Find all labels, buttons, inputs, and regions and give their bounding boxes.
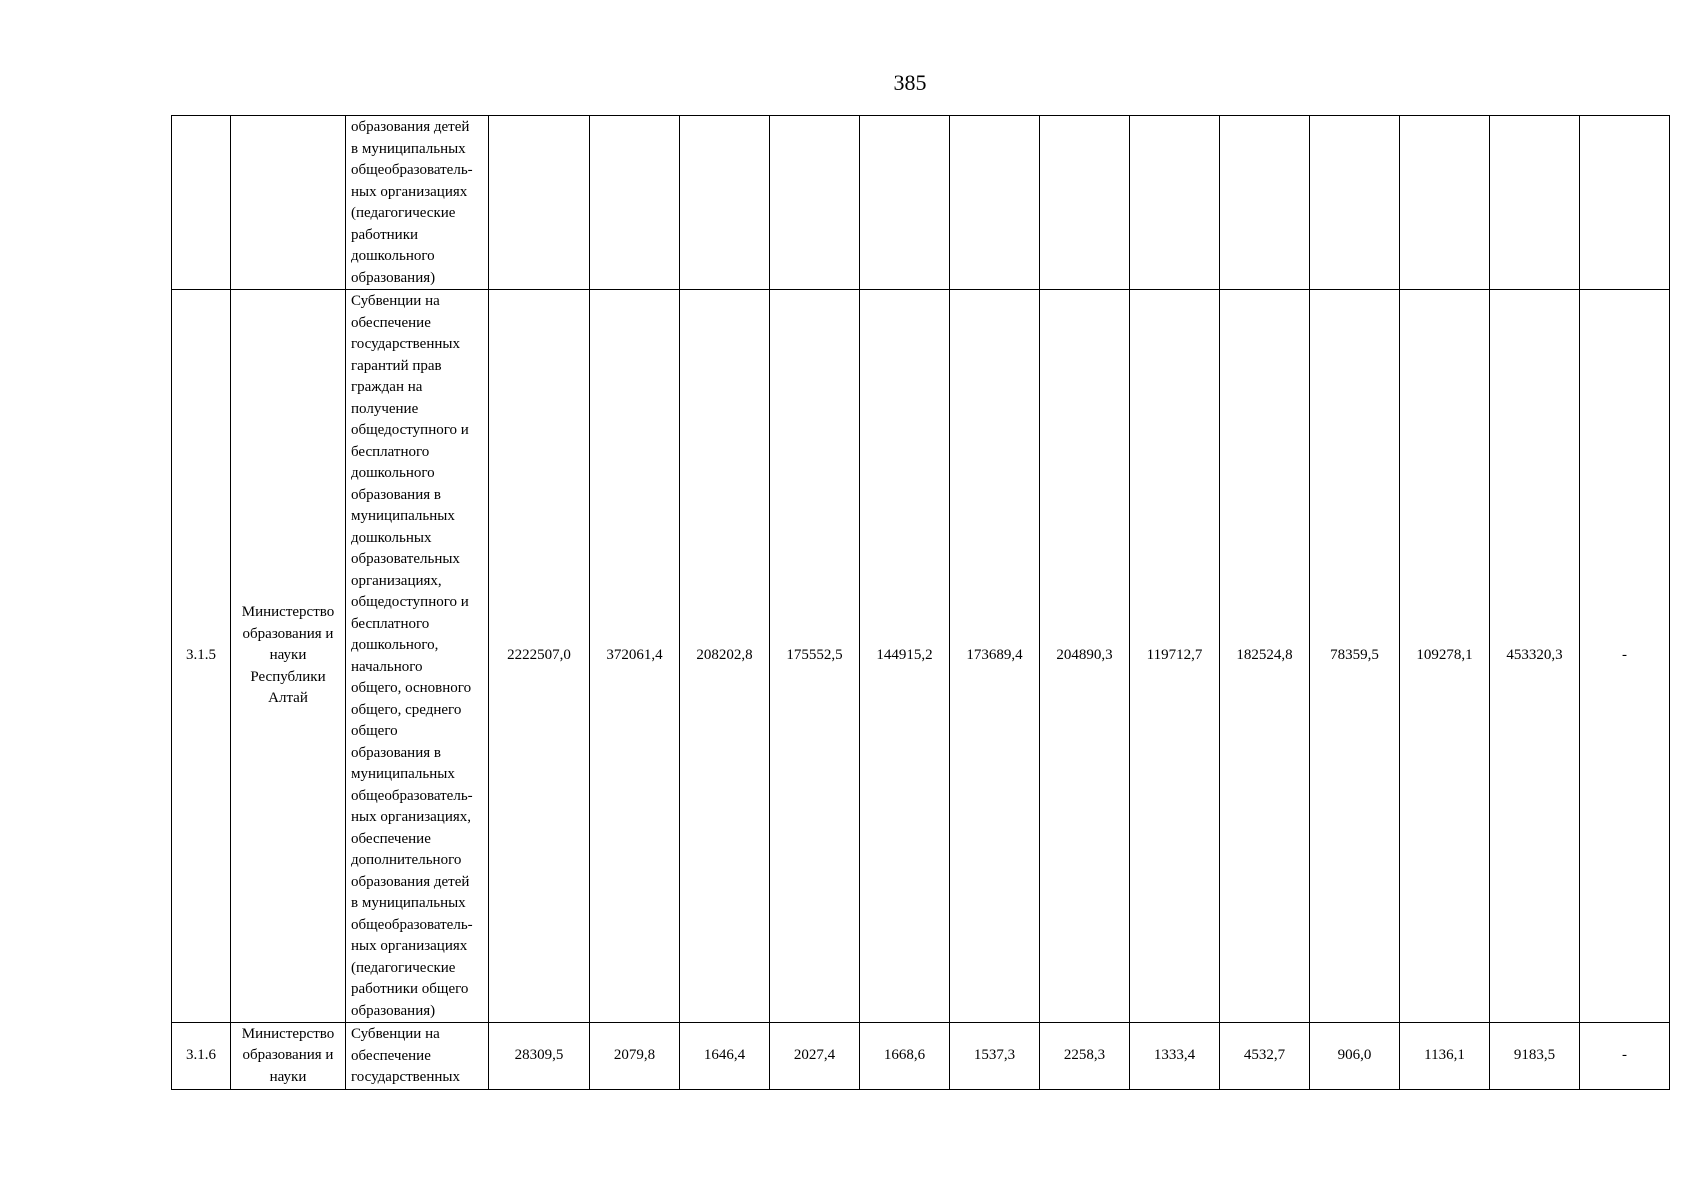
value-cell: 208202,8 (680, 290, 770, 1023)
value-cell: 453320,3 (1490, 290, 1580, 1023)
description-cell: Субвенции на обеспечение государственных (346, 1023, 489, 1090)
organization-cell: Министерство образования и науки Республики Алтай (231, 290, 346, 1023)
value-cell: 144915,2 (860, 290, 950, 1023)
value-cell: 173689,4 (950, 290, 1040, 1023)
value-cell: 28309,5 (489, 1023, 590, 1090)
value-cell: 9183,5 (1490, 1023, 1580, 1090)
value-cell (489, 116, 590, 290)
value-cell (770, 116, 860, 290)
value-cell (1220, 116, 1310, 290)
description-cell: Субвенции на обеспечение государственных гарантий прав граждан на получение общедоступного и бесплатного дошкольного образования в муниципальных дошкольных образовательных организациях, общедоступного и бесплатного дошкольного, начального общего, основного общего, среднего общего образования в муниципальных общеобразователь- ных организациях, обеспечение дополнительного образования детей в муниципальных общеобразователь- ных организациях (педагогические работники общего образования) (346, 290, 489, 1023)
value-cell: 119712,7 (1130, 290, 1220, 1023)
value-cell: - (1580, 290, 1670, 1023)
value-cell: 2079,8 (590, 1023, 680, 1090)
value-cell: 2222507,0 (489, 290, 590, 1023)
budget-table (171, 115, 1670, 1090)
table-row (172, 290, 1670, 1023)
value-cell (1580, 116, 1670, 290)
value-cell: 2027,4 (770, 1023, 860, 1090)
value-cell (1040, 116, 1130, 290)
value-cell (590, 116, 680, 290)
value-cell: 906,0 (1310, 1023, 1400, 1090)
organization-cell (231, 116, 346, 290)
value-cell (1310, 116, 1400, 290)
value-cell: 1668,6 (860, 1023, 950, 1090)
value-cell (860, 116, 950, 290)
value-cell: - (1580, 1023, 1670, 1090)
row-number-cell (172, 116, 231, 290)
value-cell: 78359,5 (1310, 290, 1400, 1023)
value-cell: 175552,5 (770, 290, 860, 1023)
table-row (172, 116, 1670, 290)
page-number: 385 (893, 70, 927, 95)
value-cell: 1136,1 (1400, 1023, 1490, 1090)
value-cell: 1646,4 (680, 1023, 770, 1090)
value-cell (680, 116, 770, 290)
row-number-cell: 3.1.5 (172, 290, 231, 1023)
value-cell: 109278,1 (1400, 290, 1490, 1023)
description-cell: образования детей в муниципальных общеобразователь- ных организациях (педагогические работники дошкольного образования) (346, 116, 489, 290)
table-row (172, 1023, 1670, 1090)
value-cell (1130, 116, 1220, 290)
value-cell: 1537,3 (950, 1023, 1040, 1090)
value-cell: 182524,8 (1220, 290, 1310, 1023)
value-cell (1490, 116, 1580, 290)
value-cell: 1333,4 (1130, 1023, 1220, 1090)
value-cell: 4532,7 (1220, 1023, 1310, 1090)
value-cell (1400, 116, 1490, 290)
value-cell (950, 116, 1040, 290)
value-cell: 372061,4 (590, 290, 680, 1023)
organization-cell: Министерство образования и науки (231, 1023, 346, 1090)
value-cell: 2258,3 (1040, 1023, 1130, 1090)
value-cell: 204890,3 (1040, 290, 1130, 1023)
row-number-cell: 3.1.6 (172, 1023, 231, 1090)
